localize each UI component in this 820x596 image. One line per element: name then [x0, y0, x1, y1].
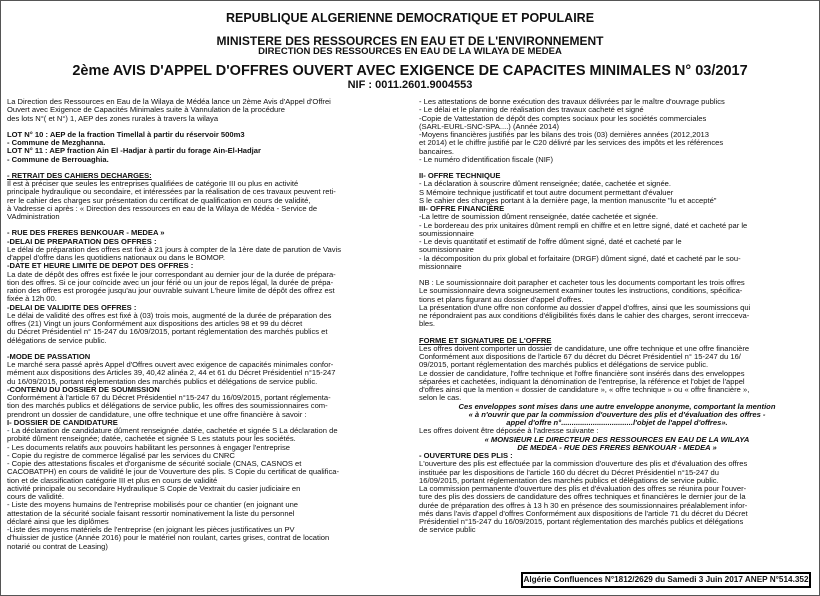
text-line: Le soumissionnaire devra soigneusement examiner toutes les instructions, conditions, spécifica-	[419, 286, 743, 296]
text-line: Conformément aux dispositions de l'article 67 du décret du Décret Présidentiel n° 15-247 du 16/	[419, 352, 741, 361]
text-line: - Les documents relatifs aux pouvoirs habilitant les personnes à engager l'entreprise	[7, 442, 291, 452]
text-line: -DATE ET HEURE LIMITE DE DEPOT DES OFFRES :	[7, 261, 194, 271]
text-line: missionnaire	[419, 261, 462, 271]
direction-heading: DIRECTION DES RESSOURCES EN EAU DE LA WILAYA DE MEDEA	[258, 46, 562, 57]
text-line: - Le délai et le planning de réalisation des travaux cacheté et signé	[419, 105, 644, 115]
text-line: Le marché sera passé après Appel d'Offres ouvert avec exigence de capacités minimales confor-	[7, 360, 334, 369]
text-line: més dans l'avis d'appel d'offres Conformément aux dispositions de l'article 71 du décret du Décret	[419, 508, 748, 518]
text-line: ture des plis des dossiers de candidature des offres techniques et financières le dernier jour de la	[419, 492, 746, 502]
text-line: durée de préparation des offres à 13 h 30 en présence des soumissionnaires préalablement infor-	[419, 500, 748, 510]
text-line: II- OFFRE TECHNIQUE	[419, 171, 501, 180]
text-line: Le dossier de candidature, l'offre technique et l'offre financière sont insérés dans des enveloppes	[419, 368, 745, 378]
text-line: tions et plans figurant au dossier d'appel d'offres.	[419, 294, 584, 304]
text-line: bles.	[419, 319, 436, 329]
left-column	[7, 98, 405, 551]
text-line: soumissionnaire	[419, 228, 474, 238]
text-line: ration des offres est prorogée jusqu'au jour ouvrable suivant L'heure limite de dépôt des offrez est	[7, 286, 335, 295]
text-line: déclaré ainsi que les diplômes	[7, 516, 109, 526]
text-line: - La déclaration de candidature dûment renseignée .datée, cachetée et signée S La déclaration de	[7, 426, 338, 435]
text-line: probité dûment renseignée; datée, cachetée et signée S Les statuts pour les sociétés.	[7, 434, 296, 444]
text-line: S le cahier des charges portant à la dernière page, la mention manuscrite "lu et accepté"	[419, 195, 717, 205]
text-line: S Mémoire technique justificatif et tout autre document permettant d'évaluer	[419, 187, 674, 197]
text-line: - Le numéro d'identification fiscale (NIF)	[419, 154, 553, 164]
text-line: L'ouverture des plis est effectuée par la commission d'ouverture des plis et d'évaluation des offres	[419, 459, 748, 469]
text-line: La Direction des Ressources en Eau de la Wilaya de Médéa lance un 2ème Avis d'Appel d'Offrei	[7, 97, 331, 106]
text-line: -DELAI DE PREPARATION DES OFFRES :	[7, 236, 157, 246]
text-line: - la décomposition du prix global et forfaitaire (DRGF) dûment signé, daté et cacheté par le sou-	[419, 253, 741, 263]
text-line: La présentation d'une offre non conforme au dossier d'appel d'offres, ainsi que les soumissions qui	[419, 302, 751, 312]
text-line: soumissionnaire	[419, 245, 474, 255]
text-line: -DELAI DE VALIDITE DES OFFRES :	[7, 302, 137, 312]
text-line: activité principale ou secondaire Hydraulique S Copie de Vextrait du casier judiciaire en	[7, 483, 301, 493]
text-line: Présidentiel n°15-247 du 16/09/2015, portant réglementation des marchés publics et délégations	[419, 517, 744, 526]
text-line: - Les attestations de bonne exécution des travaux délivrées par le maître d'ouvrage publics	[419, 97, 725, 106]
text-line: LOT N° 10 : AEP de la fraction Timellal à partir du réservoir 500m3	[7, 129, 245, 139]
text-line: - Liste des moyens humains de l'entreprise mobilisés pour ce chantier (en joignant une	[7, 500, 299, 510]
text-line: La date de dépôt des offres est fixée le jour correspondant au dernier jour de la durée de prépara-	[7, 269, 336, 279]
text-line: Il est à préciser que seules les entreprises qualifiées de catégorie III ou plus en activité	[7, 179, 299, 188]
text-line: - Commune de Mezghanna.	[7, 138, 106, 147]
text-line: « à n'ouvrir que par la commission d'ouverture des plis et d'évaluation des offres -	[468, 409, 766, 419]
text-line: ne répondraient pas aux conditions d'éligibilités fixés dans le cahier des charges, seront irrecceva-	[419, 311, 750, 320]
text-line: tion des marchés publics et délégations de service public, les offres des soumissionnaires com-	[7, 401, 328, 411]
text-line: et 2014) et le chiffre justifié par le C20 délivré par les services des impôts et les références	[419, 138, 724, 148]
text-line: instituée par les dispositions de l'article 160 du décret du Décret Présidentiel n°15-247 du	[419, 467, 719, 477]
text-line: Ces enveloppes sont mises dans une autre enveloppe anonyme, comportant la mention	[458, 401, 776, 411]
text-line: Conformément à l'article 67 du Décret Présidentiel n°15-247 du 16/09/2015, portant réglementa-	[7, 393, 331, 402]
text-line: fixée à 12h 00.	[7, 294, 57, 304]
text-line: du 16/09/2015, portant réglementation des marchés publics et délégations de service public.	[7, 376, 318, 386]
publication-footer: Algérie Confluences N°1812/2629 du Samedi 3 Juin 2017 ANEP N°514.352	[521, 572, 811, 588]
text-line: - RETRAIT DES CAHIERS DECHARGES:	[7, 170, 152, 180]
text-line: - Copie des attestations fiscales et d'organisme de sécurité sociale (CNAS, CASNOS et	[7, 459, 302, 468]
text-line: - La déclaration à souscrire dûment renseignée; datée, cachetée et signée.	[419, 179, 672, 189]
text-line: prendront un dossier de candidature, une offre technique et une offre financière à savoir :	[7, 409, 307, 419]
avis-title: 2ème AVIS D'APPEL D'OFFRES OUVERT AVEC EXIGENCE DE CAPACITES MINIMALES N° 03/2017	[72, 63, 748, 79]
text-line: cours de validité.	[7, 492, 64, 501]
text-line: d'offres ainsi que la mention « dossier de candidature », « offre technique » ou « offre financière »,	[419, 385, 750, 394]
text-line: Ouvert avec Exigence de Capacités Minimales suite à Vannulation de la procédure	[7, 105, 286, 115]
text-line: CACOBATPH) en cours de validité le jour de Vouverture des plis. S Copie du certificat de qualifica-	[7, 467, 340, 477]
text-line: tion des offres. Si ce jour coïncide avec un jour férié ou un jour de repos légal, la durée de prépa-	[7, 277, 334, 287]
text-line: Le délai de préparation des offres est fixé à 21 jours à compter de la 1ère date de parution de Vavis	[7, 244, 342, 254]
text-line: -Moyens financières justifiés par les bilans des trois (03) dernières années (2012,2013	[419, 130, 709, 139]
text-line: I- DOSSIER DE CANDIDATURE	[7, 417, 118, 427]
text-line: tion et de classification catégorie III et plus en cours de validité	[7, 475, 218, 485]
text-line: du Décret Présidentiel n° 15-247 du 16/09/2015, portant réglementation des marchés publics et	[7, 327, 328, 337]
text-line: LOT N° 11 : AEP fraction Ain El -Hadjar à partir du forage Ain-El-Hadjar	[7, 146, 261, 156]
text-line: attestation de la sécurité sociale faisant ressortir nominativement la liste du personnel	[7, 508, 295, 518]
text-line: bancaires.	[419, 146, 455, 156]
text-line: délégations de service public.	[7, 335, 107, 345]
text-line: principale hydraulique ou secondaire, et intéressées par la réalisation de ces travaux peuvent reti-	[7, 187, 336, 197]
ministry-heading: MINISTERE DES RESSOURCES EN EAU ET DE L'ENVIRONNEMENT	[216, 34, 604, 48]
text-line: offres (21) Vingt un jours Conformément aux dispositions des articles 98 et 99 du décret	[7, 319, 303, 328]
text-line: -CONTENU DU DOSSIER DE SOUMISSION	[7, 384, 160, 394]
text-line: DE MEDEA - RUE DES FRERES BENKOUAR - MEDEA »	[517, 442, 717, 452]
text-line: -Liste des moyens matériels de l'entreprise (en joignant les pièces justificatives un PV	[7, 525, 295, 534]
text-line: - Le devis quantitatif et estimatif de l'offre dûment signé, daté et cacheté par le	[419, 237, 682, 246]
text-line: des lots N°( et N°) 1, AEP des zones rurales à travers la wilaya	[7, 113, 219, 123]
right-column	[419, 98, 815, 535]
text-line: VAdministration	[7, 212, 60, 221]
text-line: d'huissier de justice (Année 2016) pour le matériel non roulant, cartes grises, contrat de location	[7, 533, 330, 543]
nif-line: NIF : 0011.2601.9004553	[347, 79, 473, 91]
text-line: NB : Le soumissionnaire doit parapher et cacheter tous les documents comportant les trois offres	[419, 278, 745, 287]
text-line: Les offres doivent comporter un dossier de candidature, une offre technique et une offre financière	[419, 343, 750, 353]
text-line: - Le bordereau des prix unitaires dûment rempli en chiffre et en lettre signé, daté et cacheté par le	[419, 220, 748, 230]
text-line: Le délai de validité des offres est fixé à (03) trois mois, augmenté de la durée de préparation des	[7, 310, 332, 320]
text-line: 16/09/2015, portant réglementation des marchés publics et délégations de service public.	[419, 475, 719, 485]
text-line: -MODE DE PASSATION	[7, 351, 91, 361]
text-line: FORME ET SIGNATURE DE L'OFFRE	[419, 335, 552, 345]
text-line: mément aux dispositions des Articles 39, 40,42 alinéa 2, 44 et 61 du Décret Présidentiel n°15-247	[7, 368, 336, 378]
text-line: Les offres doivent être déposée à l'adresse suivante :	[419, 426, 599, 436]
text-line: séparées et cachetées, indiquant la dénomination de l'entreprise, la référence et l'objet de l'appel	[419, 376, 745, 386]
text-line: rer le cahier des charges sur présentation du certificat de qualification en cours de validité,	[7, 195, 311, 205]
text-line: selon le cas.	[419, 393, 462, 403]
text-line: de service public	[419, 525, 476, 535]
text-line: (SARL-EURL-SNC-SPA....) (Année 2014)	[419, 121, 559, 131]
text-line: notarié ou contrat de Leasing)	[7, 541, 108, 551]
text-line: à Vadresse ci après : « Direction des ressources en eau de la Wilaya de Médéa - Service de	[7, 203, 318, 213]
republic-heading: REPUBLIQUE ALGERIENNE DEMOCRATIQUE ET POPULAIRE	[225, 11, 595, 25]
text-line: d'appel d'offre dans les quotidiens nationaux ou dans le BOMOP.	[7, 253, 225, 262]
text-line: appel d'offre n°..................................l'objet de l'appel d'offres».	[506, 418, 728, 427]
text-line: « MONSIEUR LE DIRECTEUR DES RESSOURCES EN EAU DE LA WILAYA	[484, 434, 750, 444]
text-line: -Copie de Vattestation de dépôt des comptes sociaux pour les sociétés commerciales	[419, 113, 707, 123]
text-line: -La lettre de soumission dûment renseignée, datée cachetée et signée.	[419, 212, 658, 222]
text-line: La commission permanente d'ouverture des plis et d'évaluation des offres se réunira pour l'ouver-	[419, 484, 747, 493]
text-line: - RUE DES FRERES BENKOUAR - MEDEA »	[7, 228, 165, 238]
text-line: - OUVERTURE DES PLIS :	[419, 451, 513, 460]
text-line: - Copie du registre de commerce légalisé par les services du CNRC	[7, 450, 235, 460]
text-line: - Commune de Berrouaghia.	[7, 154, 109, 164]
text-line: III- OFFRE FINANCIÈRE	[419, 204, 505, 213]
text-line: 09/2015, portant réglementation des marchés publics et délégations de service public.	[419, 360, 709, 370]
